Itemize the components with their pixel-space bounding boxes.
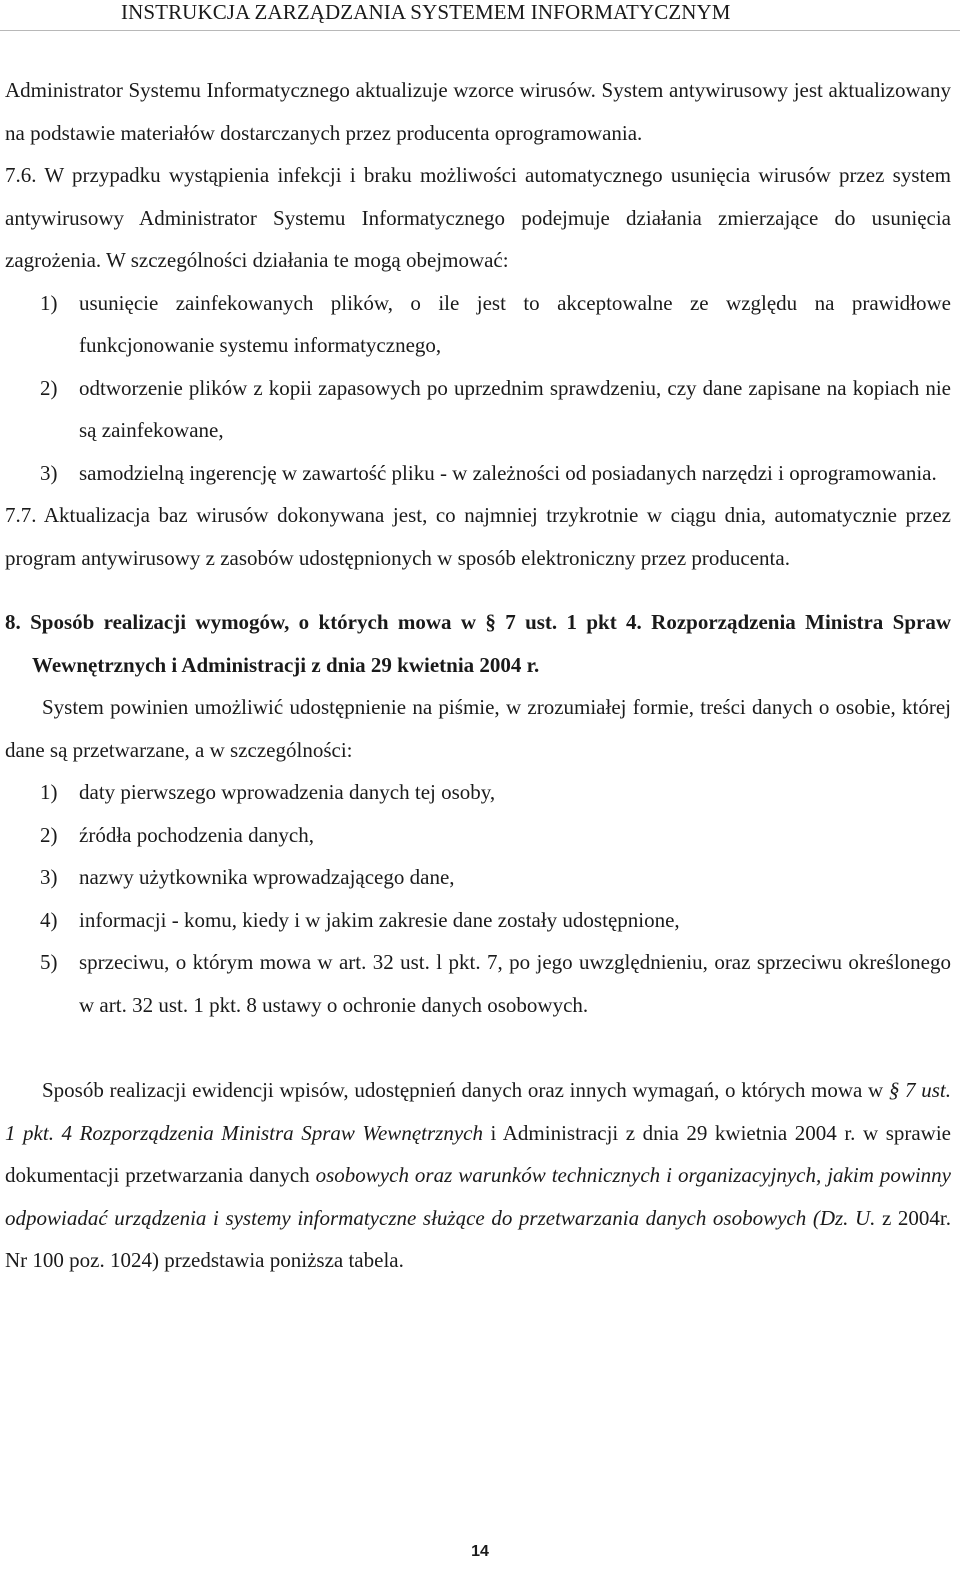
list-item-number: 1) — [40, 290, 58, 315]
paragraph-final-title: osobowych oraz warunków technicznych i organizacyjnych, jakim powinny odpowiadać urządzenia i systemy informatyczne służące do przetwarzania danych osobowych (Dz. U. — [5, 1163, 951, 1230]
list-item-number: 3) — [40, 865, 58, 889]
page-number: 14 — [471, 1543, 489, 1560]
section-heading-8: 8. Sposób realizacji wymogów, o których mowa w § 7 ust. 1 pkt 4. Rozporządzenia Ministra Spraw Wewnętrznych i Administracji z dnia 29 kwietnia 2004 r. — [5, 610, 951, 677]
list-item-number: 2) — [40, 822, 58, 847]
paragraph-7-6: 7.6. W przypadku wystąpienia infekcji i braku możliwości automatycznego usunięcia wirusów przez system antywirusowy Administrator Systemu Informatycznego podejmuje działania zmierzające do usunięcia zagrożenia. W szczególności działania te mogą obejmować: — [5, 163, 951, 272]
list-item-number: 1) — [40, 780, 58, 804]
list-item — [5, 771, 951, 814]
list-item-text: odtworzenie plików z kopii zapasowych po uprzednim sprawdzeniu, czy dane zapisane na kopiach nie są zainfekowane, — [79, 375, 951, 442]
list-item — [5, 941, 951, 1026]
list-item — [5, 367, 951, 452]
list-item-text: sprzeciwu, o którym mowa w art. 32 ust. l pkt. 7, po jego uwzględnieniu, oraz sprzeciwu określonego w art. 32 ust. 1 pkt. 8 ustawy o ochronie danych osobowych. — [79, 950, 951, 1017]
list-item — [5, 899, 951, 942]
paragraph-final-part3: i Administracji z dnia 29 kwietnia 2004 r. w sprawie dokumentacji przetwarzania danych — [5, 1120, 952, 1187]
list-item-text: nazwy użytkownika wprowadzającego dane, — [79, 865, 455, 889]
paragraph-virus-update: Administrator Systemu Informatycznego aktualizuje wzorce wirusów. System antywirusowy jest aktualizowany na podstawie materiałów dostarczanych przez producenta oprogramowania. — [5, 78, 951, 145]
paragraph-final-citation: § 7 ust. 1 pkt. 4 Rozporządzenia Ministra Spraw Wewnętrznych — [5, 1078, 951, 1145]
paragraph-7-7: 7.7. Aktualizacja baz wirusów dokonywana jest, co najmniej trzykrotnie w ciągu dnia, automatycznie przez program antywirusowy z zasobów udostępnionych w sposób elektroniczny przez producenta. — [5, 503, 951, 570]
paragraph-final-part1: Sposób realizacji ewidencji wpisów, udostępnień danych oraz innych wymagań, o których mowa w — [42, 1078, 889, 1102]
list-item-text: informacji - komu, kiedy i w jakim zakresie dane zostały udostępnione, — [79, 907, 680, 932]
paragraph-8-intro: System powinien umożliwić udostępnienie na piśmie, w zrozumiałej formie, treści danych o osobie, której dane są przetwarzane, a w szczególności: — [5, 695, 951, 762]
list-item-text: daty pierwszego wprowadzenia danych tej osoby, — [79, 780, 496, 804]
page-header — [0, 0, 960, 31]
list-item-number: 2) — [40, 375, 58, 400]
list-item-number: 3) — [40, 460, 58, 485]
list-item-number: 5) — [40, 950, 58, 974]
list-item-text: źródła pochodzenia danych, — [79, 822, 314, 847]
list-item-text: usunięcie zainfekowanych plików, o ile jest to akceptowalne ze względu na prawidłowe funkcjonowanie systemu informatycznego, — [79, 290, 951, 357]
list-8 — [5, 771, 951, 1026]
list-7-6 — [5, 282, 951, 495]
list-item-text: samodzielną ingerencję w zawartość pliku - w zależności od posiadanych narzędzi i oprogramowania. — [79, 460, 937, 485]
list-item — [5, 856, 951, 899]
list-item-number: 4) — [40, 907, 58, 932]
document-body — [5, 69, 951, 1282]
list-item — [5, 452, 951, 495]
header-title: INSTRUKCJA ZARZĄDZANIA SYSTEMEM INFORMATYCZNYM — [121, 0, 731, 24]
list-item — [5, 814, 951, 857]
paragraph-final-part5: z 2004r. Nr 100 poz. 1024) przedstawia poniższa tabela. — [5, 1205, 952, 1272]
list-item — [5, 282, 951, 367]
paragraph-final — [5, 1069, 951, 1282]
